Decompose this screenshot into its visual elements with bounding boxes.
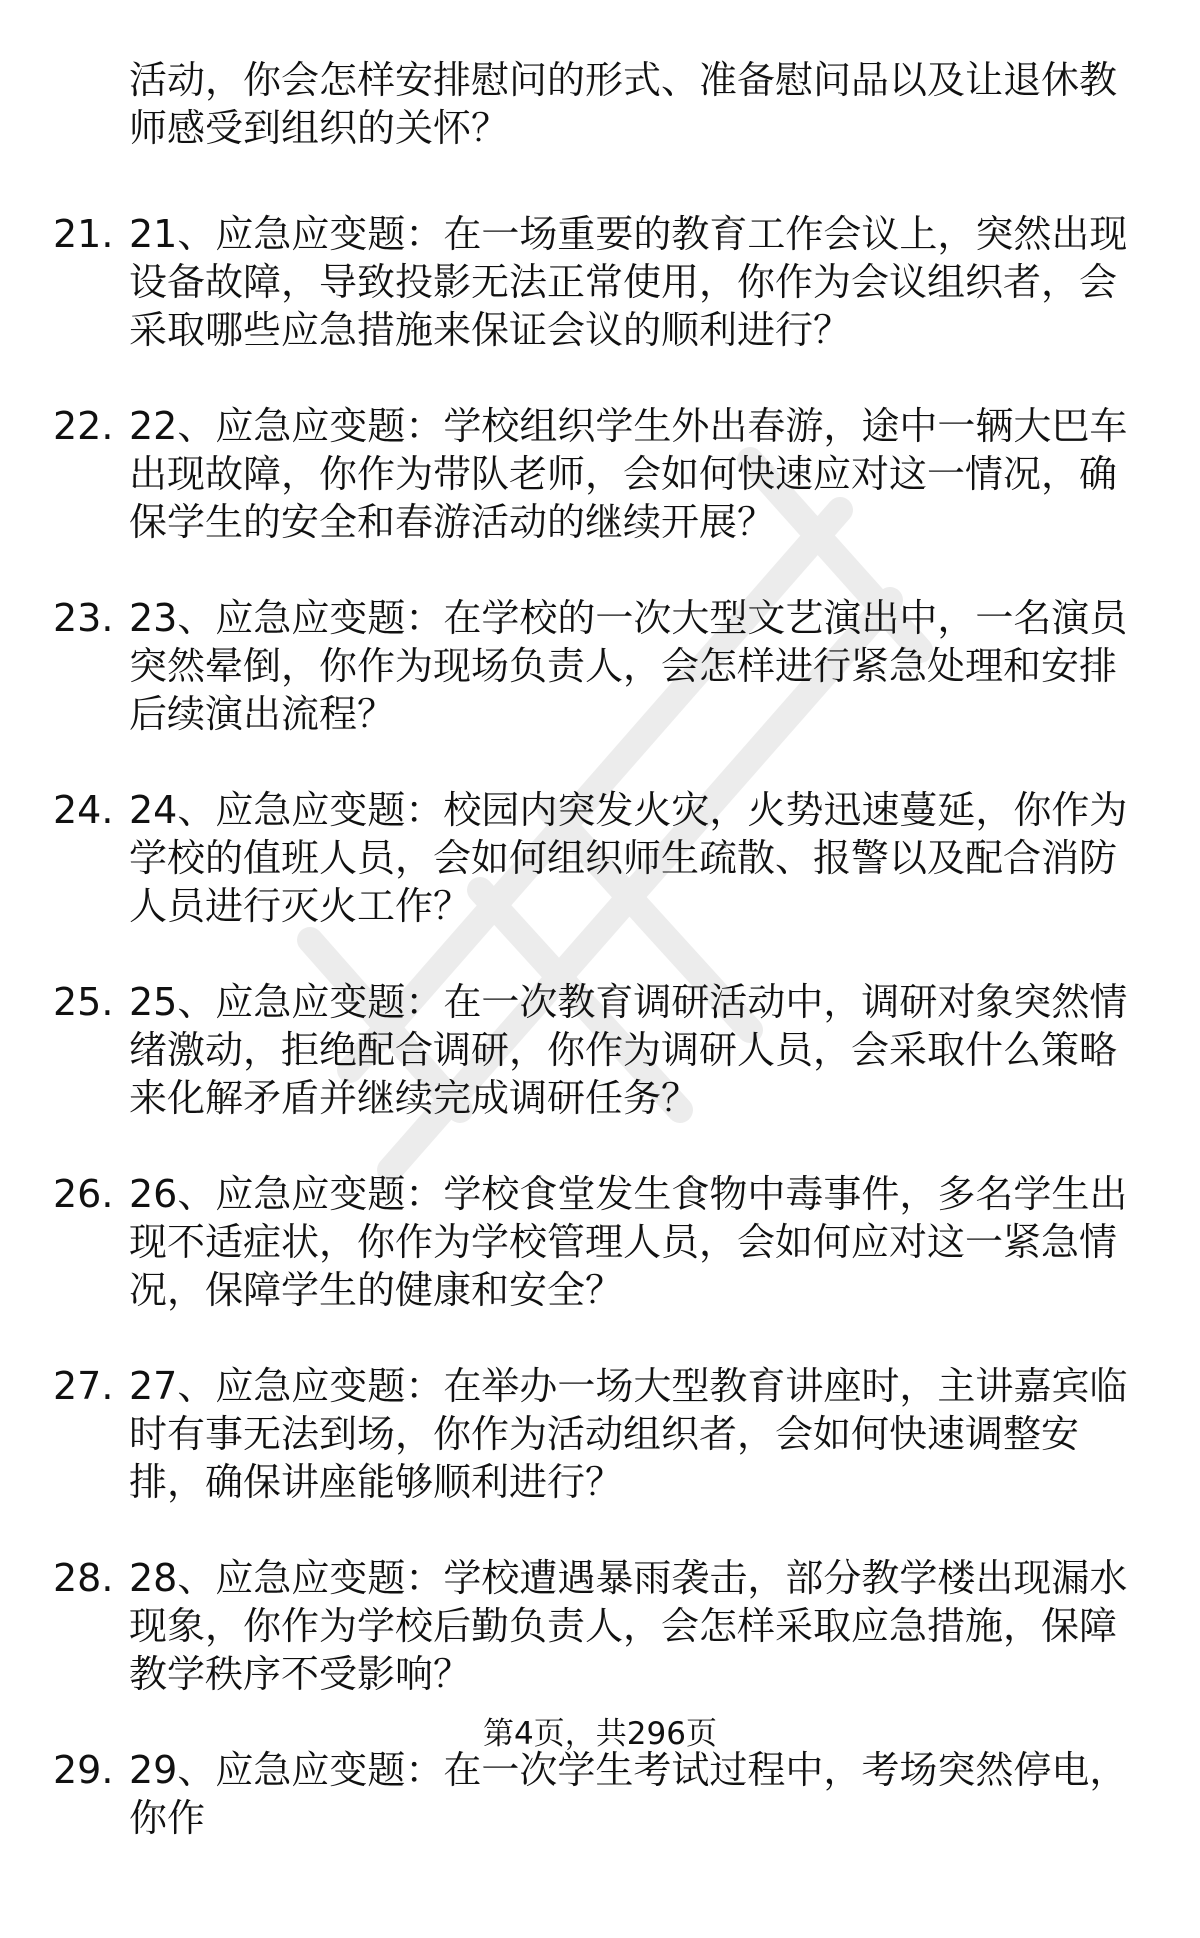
question-item (0, 402, 1200, 546)
question-item (0, 786, 1200, 930)
question-number: 23. (53, 596, 114, 640)
question-number: 27. (53, 1364, 114, 1408)
question-text: 22、应急应变题：学校组织学生外出春游，途中一辆大巴车出现故障，你作为带队老师，会如何快速应对这一情况，确保学生的安全和春游活动的继续开展？ (129, 404, 1128, 544)
question-list (0, 210, 1200, 1938)
question-text: 25、应急应变题：在一次教育调研活动中，调研对象突然情绪激动，拒绝配合调研，你作为调研人员，会采取什么策略来化解矛盾并继续完成调研任务？ (129, 980, 1128, 1120)
question-text: 27、应急应变题：在举办一场大型教育讲座时，主讲嘉宾临时有事无法到场，你作为活动组织者，会如何快速调整安排，确保讲座能够顺利进行？ (129, 1364, 1128, 1504)
lead-paragraph: 活动，你会怎样安排慰问的形式、准备慰问品以及让退休教师感受到组织的关怀？ (129, 58, 1118, 150)
question-number: 28. (53, 1556, 114, 1600)
question-text: 26、应急应变题：学校食堂发生食物中毒事件，多名学生出现不适症状，你作为学校管理人员，会如何应对这一紧急情况，保障学生的健康和安全？ (129, 1172, 1128, 1312)
question-text: 28、应急应变题：学校遭遇暴雨袭击，部分教学楼出现漏水现象，你作为学校后勤负责人，会怎样采取应急措施，保障教学秩序不受影响？ (129, 1556, 1128, 1696)
question-item (0, 1746, 1200, 1890)
question-item (0, 1170, 1200, 1314)
question-item (0, 594, 1200, 738)
question-item (0, 1554, 1200, 1698)
question-number: 26. (53, 1172, 114, 1216)
question-item (0, 210, 1200, 354)
question-number: 21. (53, 212, 114, 256)
question-item (0, 978, 1200, 1122)
question-number: 24. (53, 788, 114, 832)
question-item (0, 1362, 1200, 1506)
question-text: 23、应急应变题：在学校的一次大型文艺演出中，一名演员突然晕倒，你作为现场负责人，会怎样进行紧急处理和安排后续演出流程？ (129, 596, 1128, 736)
question-number: 22. (53, 404, 114, 448)
question-number: 25. (53, 980, 114, 1024)
question-text: 21、应急应变题：在一场重要的教育工作会议上，突然出现设备故障，导致投影无法正常使用，你作为会议组织者，会采取哪些应急措施来保证会议的顺利进行？ (129, 212, 1128, 352)
question-number: 29. (53, 1748, 114, 1792)
question-text: 29、应急应变题：在一次学生考试过程中，考场突然停电，你作 (129, 1748, 1128, 1840)
page-footer: 第4页，共296页 (483, 1716, 717, 1752)
question-text: 24、应急应变题：校园内突发火灾，火势迅速蔓延，你作为学校的值班人员，会如何组织师生疏散、报警以及配合消防人员进行灭火工作？ (129, 788, 1128, 928)
